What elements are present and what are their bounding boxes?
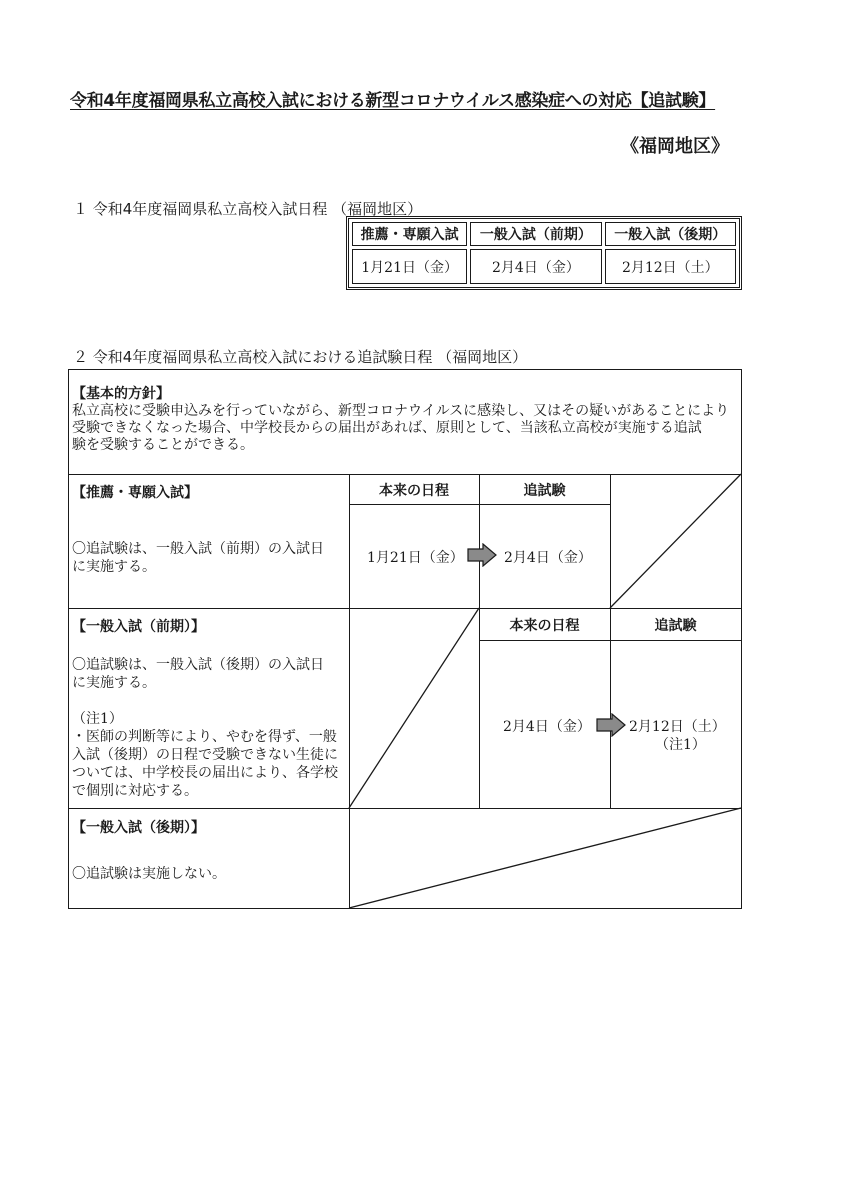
note-line: ・医師の判断等により、やむを得ず、一般 <box>72 729 337 745</box>
policy-line: 験を受験することができる。 <box>72 437 254 453</box>
column-header-general-first: 一般入試（前期） <box>470 222 601 246</box>
empty-cell-diagonal <box>349 608 479 808</box>
makeup-exam-schedule-table <box>68 369 742 909</box>
empty-cell-diagonal <box>610 474 741 608</box>
section2-heading: ２ 令和4年度福岡県私立高校入試における追試験日程 （福岡地区） <box>73 348 528 366</box>
policy-line: 私立高校に受験申込みを行っていながら、新型コロナウイルスに感染し、又はその疑いがあることにより <box>72 403 730 419</box>
entrance-exam-schedule-table <box>346 216 742 290</box>
column-header-makeup: 追試験 <box>654 618 697 634</box>
section1-heading: １ 令和4年度福岡県私立高校入試日程 （福岡地区） <box>73 200 423 218</box>
document-title: 令和4年度福岡県私立高校入試における新型コロナウイルス感染症への対応【追試験】 <box>70 91 716 111</box>
note-line: で個別に対応する。 <box>72 783 198 799</box>
makeup-date: 2月12日（土） <box>629 719 726 735</box>
row-description <box>72 540 324 576</box>
original-date: 2月4日（金） <box>503 719 591 735</box>
description-line: に実施する。 <box>72 675 156 691</box>
row-title-recommendation: 【推薦・専願入試】 <box>72 485 198 501</box>
row-title-general-second: 【一般入試（後期）】 <box>72 820 205 836</box>
date-recommendation: 1月21日（金） <box>352 249 467 284</box>
arrow-right-icon <box>467 543 497 567</box>
column-header-makeup: 追試験 <box>523 483 566 499</box>
row-description <box>72 656 324 692</box>
date-general-first: 2月4日（金） <box>470 249 601 284</box>
region-label: 《福岡地区》 <box>621 136 729 157</box>
description-line: に実施する。 <box>72 559 156 575</box>
makeup-note-ref: （注1） <box>655 737 706 753</box>
column-header-recommendation: 推薦・専願入試 <box>352 222 467 246</box>
arrow-right-icon <box>596 713 626 737</box>
description-line: 〇追試験は実施しない。 <box>72 866 226 882</box>
column-header-original: 本来の日程 <box>379 483 449 499</box>
row-description <box>72 865 226 883</box>
row-note <box>72 710 338 800</box>
note-line: 入試（後期）の日程で受験できない生徒に <box>72 747 338 763</box>
date-general-second: 2月12日（土） <box>605 249 736 284</box>
row-title-general-first: 【一般入試（前期）】 <box>72 619 205 635</box>
makeup-date: 2月4日（金） <box>504 550 592 566</box>
description-line: 〇追試験は、一般入試（後期）の入試日 <box>72 657 324 673</box>
policy-title: 【基本的方針】 <box>72 386 170 402</box>
note-line: ついては、中学校長の届出により、各学校 <box>72 765 338 781</box>
empty-cell-diagonal <box>349 808 741 908</box>
policy-text <box>72 403 740 454</box>
note-line: （注1） <box>72 711 123 727</box>
column-header-general-second: 一般入試（後期） <box>605 222 736 246</box>
original-date: 1月21日（金） <box>367 550 464 566</box>
policy-line: 受験できなくなった場合、中学校長からの届出があれば、原則として、当該私立高校が実施する追試 <box>72 420 702 436</box>
column-header-original: 本来の日程 <box>509 618 580 634</box>
description-line: 〇追試験は、一般入試（前期）の入試日 <box>72 541 324 557</box>
